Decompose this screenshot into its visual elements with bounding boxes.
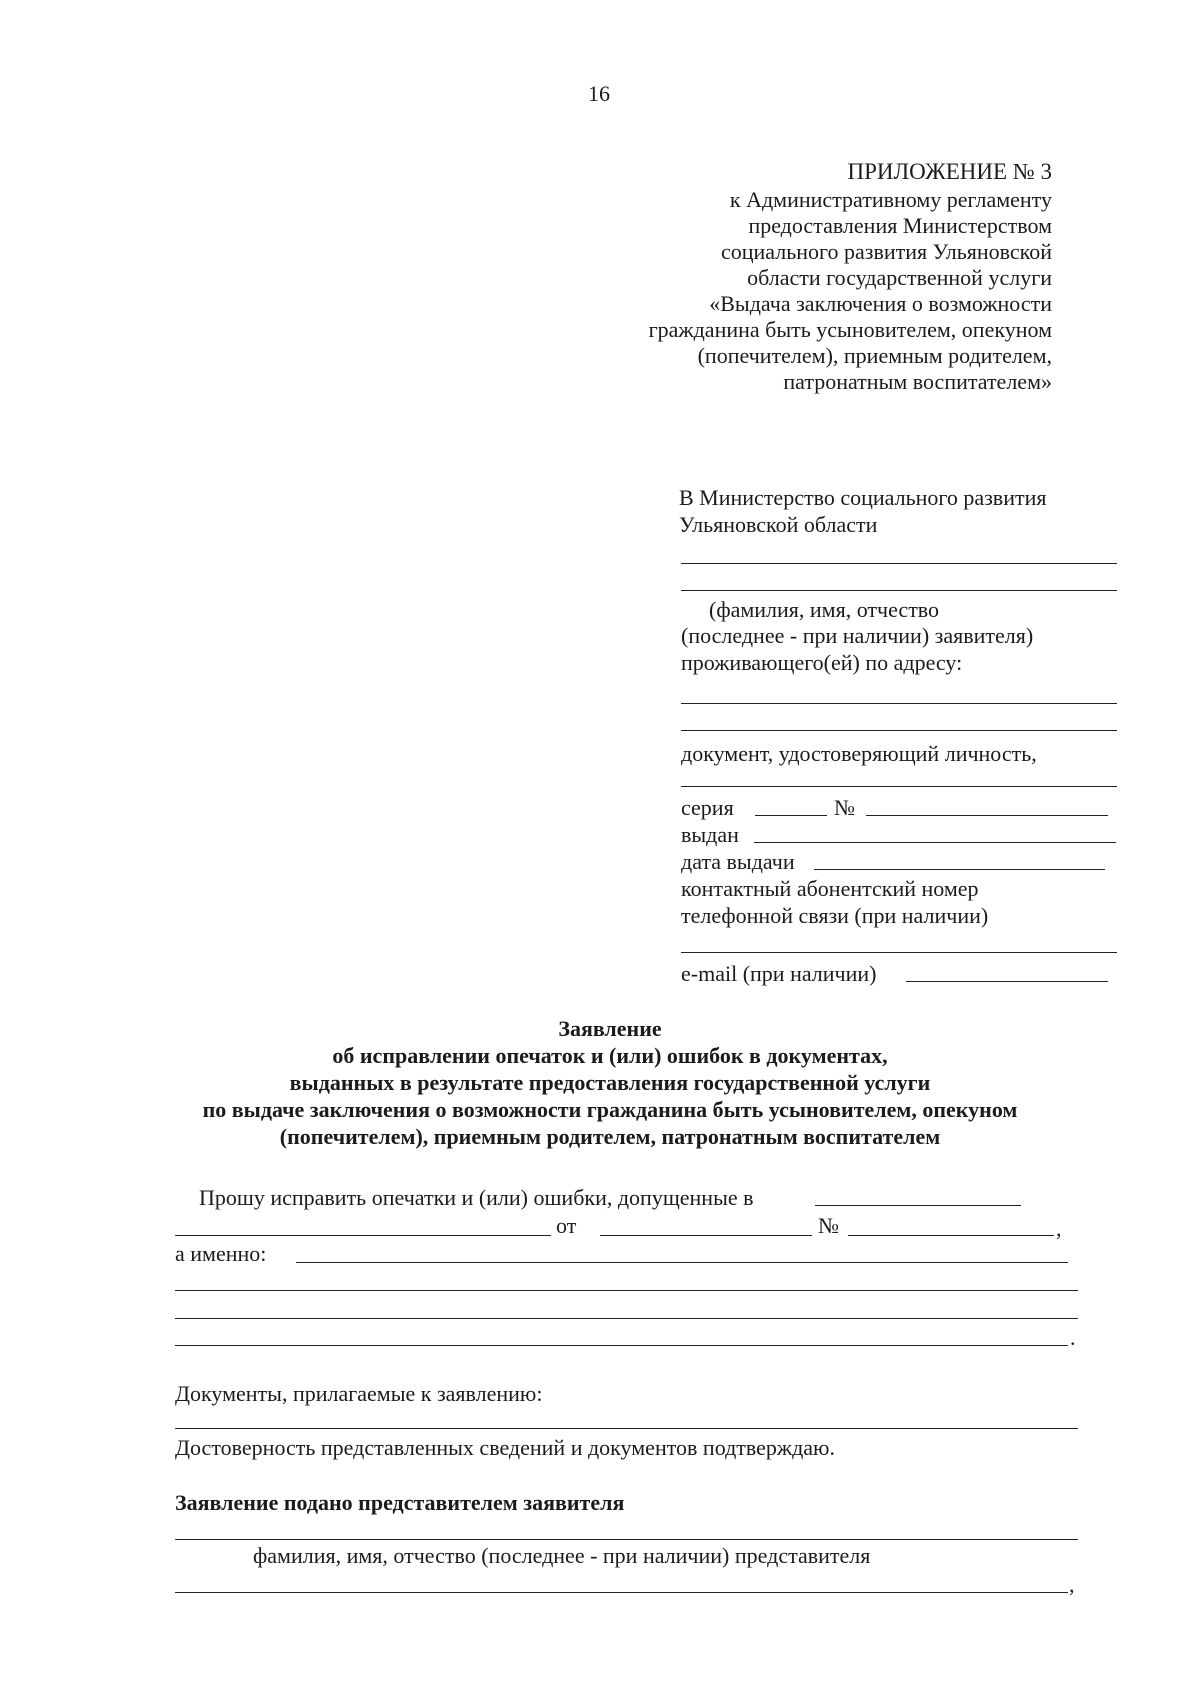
appendix-line: области государственной услуги bbox=[747, 265, 1052, 290]
address-blank-line[interactable] bbox=[681, 703, 1117, 704]
phone-blank-line[interactable] bbox=[681, 952, 1117, 953]
representative-blank[interactable] bbox=[175, 1539, 1078, 1540]
namely-blank[interactable] bbox=[296, 1262, 1068, 1263]
representative-hint: фамилия, имя, отчество (последнее - при наличии) представителя bbox=[253, 1543, 871, 1568]
issue-date-label: дата выдачи bbox=[681, 849, 795, 874]
statement-title: Заявление bbox=[558, 1016, 662, 1041]
final-comma: , bbox=[1069, 1572, 1075, 1597]
addressee-line: В Министерство социального развития bbox=[679, 485, 1047, 510]
statement-subtitle: (попечителем), приемным родителем, патронатным воспитателем bbox=[279, 1124, 941, 1149]
namely-blank-line[interactable] bbox=[175, 1318, 1078, 1319]
addressee-line: Ульяновской области bbox=[679, 512, 878, 537]
confirmation-text: Достоверность представленных сведений и документов подтверждаю. bbox=[175, 1435, 835, 1460]
namely-blank-line[interactable] bbox=[175, 1290, 1078, 1291]
appendix-line: патронатным воспитателем» bbox=[783, 369, 1052, 394]
issue-date-blank[interactable] bbox=[814, 869, 1105, 870]
document-date-blank[interactable] bbox=[600, 1235, 812, 1236]
namely-blank-line[interactable] bbox=[175, 1345, 1068, 1346]
fio-blank-line[interactable] bbox=[681, 563, 1117, 564]
namely-label: а именно: bbox=[175, 1241, 267, 1266]
appendix-line: предоставления Министерством bbox=[748, 213, 1052, 238]
document-name-blank-2[interactable] bbox=[175, 1235, 551, 1236]
phone-label: телефонной связи (при наличии) bbox=[681, 903, 989, 928]
statement-subtitle: по выдаче заключения о возможности гражданина быть усыновителем, опекуном bbox=[202, 1097, 1018, 1122]
from-label: от bbox=[556, 1213, 577, 1238]
statement-subtitle: об исправлении опечаток и (или) ошибок в документах, bbox=[332, 1043, 888, 1068]
document-number-blank[interactable] bbox=[848, 1235, 1054, 1236]
appendix-line: (попечителем), приемным родителем, bbox=[697, 343, 1052, 368]
number-sign: № bbox=[834, 795, 855, 820]
id-document-blank-line[interactable] bbox=[681, 786, 1117, 787]
representative-blank-2[interactable] bbox=[175, 1592, 1068, 1593]
id-document-label: документ, удостоверяющий личность, bbox=[681, 741, 1037, 766]
phone-label: контактный абонентский номер bbox=[681, 876, 979, 901]
page-number: 16 bbox=[588, 81, 610, 106]
series-blank[interactable] bbox=[755, 815, 827, 816]
appendix-line: социального развития Ульяновской bbox=[720, 239, 1052, 264]
attached-documents-label: Документы, прилагаемые к заявлению: bbox=[175, 1381, 543, 1406]
appendix-line: к Административному регламенту bbox=[729, 187, 1052, 212]
address-label: проживающего(ей) по адресу: bbox=[681, 650, 963, 675]
appendix-line: «Выдача заключения о возможности bbox=[709, 291, 1052, 316]
email-label: e-mail (при наличии) bbox=[681, 961, 877, 986]
appendix-title: ПРИЛОЖЕНИЕ № 3 bbox=[847, 159, 1052, 184]
fio-hint: (последнее - при наличии) заявителя) bbox=[681, 623, 1034, 648]
address-blank-line[interactable] bbox=[681, 730, 1117, 731]
appendix-line: гражданина быть усыновителем, опекуном bbox=[648, 317, 1052, 342]
email-blank[interactable] bbox=[906, 981, 1108, 982]
fio-blank-line[interactable] bbox=[681, 590, 1117, 591]
request-text: Прошу исправить опечатки и (или) ошибки, допущенные в bbox=[199, 1185, 754, 1210]
doc-number-blank[interactable] bbox=[866, 815, 1108, 816]
document-name-blank[interactable] bbox=[815, 1205, 1021, 1206]
series-label: серия bbox=[681, 795, 734, 820]
issued-blank[interactable] bbox=[754, 842, 1116, 843]
comma: , bbox=[1056, 1216, 1062, 1241]
statement-subtitle: выданных в результате предоставления государственной услуги bbox=[289, 1070, 931, 1095]
attached-documents-blank[interactable] bbox=[175, 1428, 1078, 1429]
fio-hint: (фамилия, имя, отчество bbox=[709, 597, 940, 622]
issued-label: выдан bbox=[681, 822, 739, 847]
representative-heading: Заявление подано представителем заявителя bbox=[175, 1490, 625, 1515]
number-sign: № bbox=[818, 1213, 839, 1238]
period: . bbox=[1070, 1325, 1076, 1350]
